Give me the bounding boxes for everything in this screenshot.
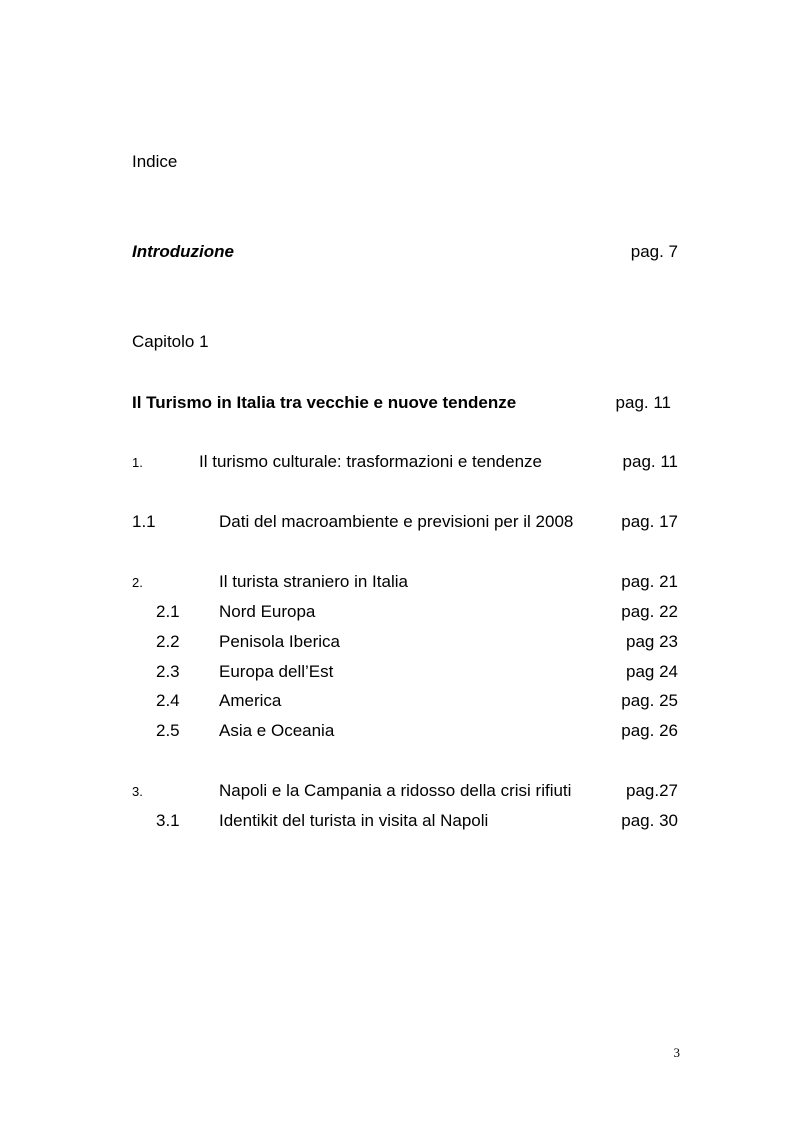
entry-page: pag 24 xyxy=(626,662,678,681)
toc-heading: Indice xyxy=(132,152,178,171)
entry-page: pag. 11 xyxy=(622,452,678,471)
entry-title: Nord Europa xyxy=(219,602,316,621)
entry-page: pag. 30 xyxy=(621,811,678,830)
entry-number: 3.1 xyxy=(156,811,180,830)
entry-number: 2.4 xyxy=(156,691,180,710)
entry-number: 2.1 xyxy=(156,602,180,621)
introduction-page: pag. 7 xyxy=(630,242,678,261)
entry-title: Penisola Iberica xyxy=(219,632,340,651)
chapter-label: Capitolo 1 xyxy=(132,332,209,351)
entry-number: 1.1 xyxy=(132,512,156,531)
entry-number: 2.2 xyxy=(156,632,180,651)
entry-number: 2.5 xyxy=(156,721,180,740)
entry-title: Napoli e la Campania a ridosso della crisi rifiuti xyxy=(219,781,572,800)
entry-title: America xyxy=(219,691,282,710)
chapter-page: pag. 11 xyxy=(615,393,671,412)
entry-number: 3. xyxy=(132,784,143,799)
entry-page: pag. 26 xyxy=(621,721,678,740)
entry-page: pag 23 xyxy=(626,632,678,651)
introduction-title: Introduzione xyxy=(132,242,234,261)
entry-title: Il turismo culturale: trasformazioni e tendenze xyxy=(199,452,542,471)
chapter-title: Il Turismo in Italia tra vecchie e nuove tendenze xyxy=(132,393,517,412)
page-number: 3 xyxy=(673,1045,680,1060)
entry-page: pag. 21 xyxy=(621,572,678,591)
entry-number: 2.3 xyxy=(156,662,180,681)
entry-title: Europa dell’Est xyxy=(219,662,334,681)
entry-title: Il turista straniero in Italia xyxy=(219,572,408,591)
entry-title: Asia e Oceania xyxy=(219,721,335,740)
entry-number: 2. xyxy=(132,575,143,590)
entry-number: 1. xyxy=(132,455,143,470)
entry-title: Identikit del turista in visita al Napoli xyxy=(219,811,489,830)
entry-page: pag.27 xyxy=(626,781,678,800)
entry-page: pag. 17 xyxy=(621,512,678,531)
entry-page: pag. 22 xyxy=(621,602,678,621)
entry-page: pag. 25 xyxy=(621,691,678,710)
entry-title: Dati del macroambiente e previsioni per il 2008 xyxy=(219,512,574,531)
